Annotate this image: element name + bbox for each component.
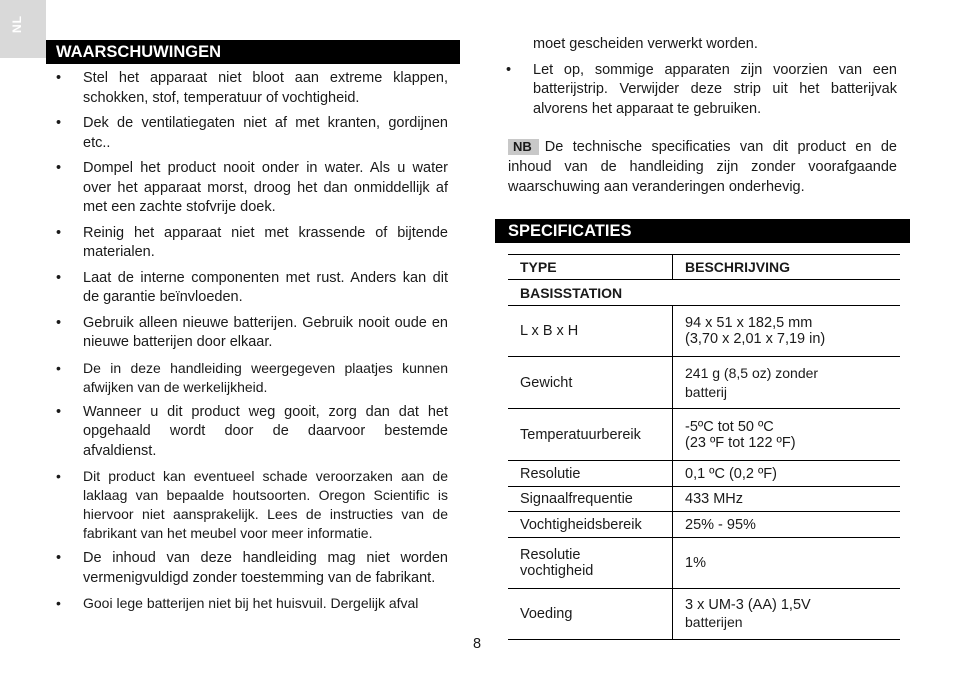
- list-item: • De inhoud van deze handleiding mag niet worden vermenigvuldigd zonder toestemming van de fabrikant.: [56, 550, 448, 586]
- table-subheader-row: [508, 280, 900, 306]
- list-item: • Dek de ventilatiegaten niet af met kranten, gordijnen etc..: [56, 115, 448, 151]
- type-line: Resolutie: [520, 547, 581, 563]
- page-number: 8: [472, 636, 482, 652]
- language-tab-label: NL: [10, 15, 24, 33]
- table-row: [508, 409, 900, 461]
- table-row: [508, 461, 900, 487]
- list-item-text: Stel het apparaat niet bloot aan extreme klappen, schokken, stof, temperatuur of vochtigheid.: [83, 70, 448, 106]
- list-item-text: Dompel het product nooit onder in water. Als u water over het apparaat morst, droog het dan onmiddellijk af met een zachte stofvrije doek.: [83, 160, 448, 215]
- note-badge: NB: [508, 139, 539, 155]
- row-value: [673, 306, 901, 357]
- language-tab: [0, 0, 46, 58]
- row-type: Temperatuurbereik: [508, 409, 673, 461]
- row-type: Signaalfrequentie: [508, 487, 673, 512]
- value-line: 3 x UM-3 (AA) 1,5V: [685, 596, 811, 613]
- list-item-text: Wanneer u dit product weg gooit, zorg dan dat het opgehaald wordt door de daarvoor bestemde afvaldienst.: [83, 403, 448, 459]
- row-type: L x B x H: [508, 306, 673, 357]
- row-value: [673, 357, 901, 409]
- list-item: • Wanneer u dit product weg gooit, zorg dan dat het opgehaald wordt door de daarvoor bestemde afvaldienst.: [56, 403, 448, 459]
- row-value: 25% - 95%: [673, 512, 901, 538]
- row-type: Resolutie: [508, 461, 673, 487]
- list-item: • Dit product kan eventueel schade veroorzaken aan de laklaag van bepaalde houtsoorten. Oregon Scientific is hiervoor niet aansprakelijk. Lees de instructies van de fabrikant van het meubel voor meer informatie.: [56, 468, 448, 541]
- list-item: • Gooi lege batterijen niet bij het huisvuil. Dergelijk afval: [56, 595, 419, 611]
- row-type: Gewicht: [508, 357, 673, 409]
- row-value: 0,1 ºC (0,2 ºF): [673, 461, 901, 487]
- list-item: • Reinig het apparaat niet met krassende of bijtende materialen.: [56, 224, 448, 260]
- list-item: • Let op, sommige apparaten zijn voorzien van een batterijstrip. Verwijder deze strip uit het batterijvak alvorens het apparaat te gebruiken.: [506, 61, 897, 117]
- warnings-list: [56, 69, 448, 613]
- warnings-heading: WAARSCHUWINGEN: [46, 40, 460, 64]
- row-value: [673, 589, 901, 640]
- list-item-text: Gooi lege batterijen niet bij het huisvuil. Dergelijk afval: [83, 595, 419, 611]
- table-row: [508, 512, 900, 538]
- type-line: vochtigheid: [520, 563, 594, 579]
- list-item-text: Dek de ventilatiegaten niet af met kranten, gordijnen etc..: [83, 115, 448, 151]
- list-item: • Laat de interne componenten met rust. Anders kan dit de garantie beïnvloeden.: [56, 269, 448, 305]
- warnings-list-continued: [506, 35, 897, 125]
- row-value: 433 MHz: [673, 487, 901, 512]
- header-description: BESCHRIJVING: [673, 255, 901, 280]
- table-row: [508, 357, 900, 409]
- value-line: 94 x 51 x 182,5 mm: [685, 315, 813, 331]
- list-item-text: Gebruik alleen nieuwe batterijen. Gebruik nooit oude en nieuwe batterijen door elkaar.: [83, 314, 448, 350]
- specs-table: [508, 254, 900, 640]
- subheader-basisstation: BASISSTATION: [508, 280, 900, 306]
- list-item-text: Let op, sommige apparaten zijn voorzien van een batterijstrip. Verwijder deze strip uit het batterijvak alvorens het apparaat te gebruiken.: [533, 61, 897, 117]
- note-paragraph: [508, 137, 897, 197]
- row-type: Vochtigheidsbereik: [508, 512, 673, 538]
- specs-heading: SPECIFICATIES: [495, 219, 910, 243]
- table-row: [508, 487, 900, 512]
- value-line: (23 ºF tot 122 ºF): [685, 434, 796, 451]
- list-item-continuation: moet gescheiden verwerkt worden.: [533, 36, 758, 52]
- list-item-text: Laat de interne componenten met rust. Anders kan dit de garantie beïnvloeden.: [83, 269, 448, 305]
- table-row: [508, 306, 900, 357]
- list-item-text: De in deze handleiding weergegeven plaatjes kunnen afwijken van de werkelijkheid.: [83, 359, 448, 395]
- list-item: • Gebruik alleen nieuwe batterijen. Gebruik nooit oude en nieuwe batterijen door elkaar.: [56, 314, 448, 350]
- value-line: 241 g (8,5 oz) zonder: [685, 364, 819, 381]
- row-type: [508, 538, 673, 589]
- list-item-text: Dit product kan eventueel schade veroorzaken aan de laklaag van bepaalde houtsoorten. Oregon Scientific is hiervoor niet aansprakelijk. Lees de instructies van de fabrikant van het meubel voor meer informatie.: [83, 468, 448, 541]
- value-line: batterij: [685, 383, 728, 400]
- list-item: • De in deze handleiding weergegeven plaatjes kunnen afwijken van de werkelijkheid.: [56, 359, 448, 395]
- list-item-text: De inhoud van deze handleiding mag niet worden vermenigvuldigd zonder toestemming van de fabrikant.: [83, 550, 448, 586]
- value-line: -5ºC tot 50 ºC: [685, 418, 774, 435]
- list-item: • Stel het apparaat niet bloot aan extreme klappen, schokken, stof, temperatuur of vochtigheid.: [56, 70, 448, 106]
- row-type: Voeding: [508, 589, 673, 640]
- row-value: [673, 409, 901, 461]
- value-line: (3,70 x 2,01 x 7,19 in): [685, 331, 826, 347]
- row-value: 1%: [673, 538, 901, 589]
- table-header-row: [508, 255, 900, 280]
- note-text: De technische specificaties van dit product en de inhoud van de handleiding zijn zonder voorafgaande waarschuwing aan veranderingen onderhevig.: [508, 139, 897, 195]
- table-row: [508, 589, 900, 640]
- list-item: • Dompel het product nooit onder in water. Als u water over het apparaat morst, droog het dan onmiddellijk af met een zachte stofvrije doek.: [56, 160, 448, 215]
- value-line: batterijen: [685, 613, 743, 630]
- header-type: TYPE: [508, 255, 673, 280]
- table-row: [508, 538, 900, 589]
- list-item-text: Reinig het apparaat niet met krassende of bijtende materialen.: [83, 224, 448, 260]
